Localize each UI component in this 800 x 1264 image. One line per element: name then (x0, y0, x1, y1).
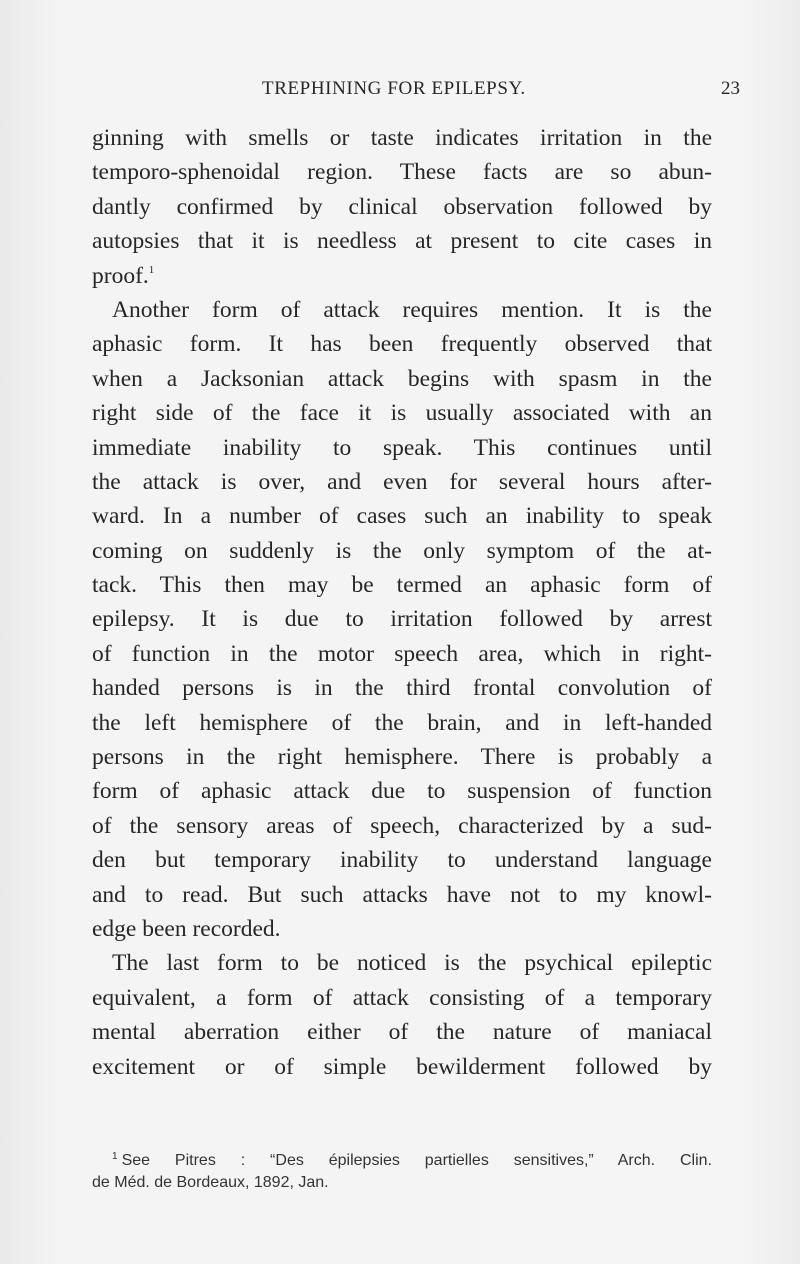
text-line: of the sensory areas of speech, characterized by a sud- (92, 812, 712, 839)
text-line: autopsies that it is needless at present to cite cases in (92, 228, 712, 255)
footnote-line: de Méd. de Bordeaux, 1892, Jan. (92, 1174, 329, 1191)
text-line-with-footnote (92, 259, 712, 293)
text-line: epilepsy. It is due to irritation followed by arrest (92, 606, 712, 633)
footnote-marker: 1 (112, 1151, 118, 1162)
text-line: and to read. But such attacks have not to my knowl- (92, 881, 712, 908)
text-line: temporo-sphenoidal region. These facts are so abun- (92, 159, 712, 186)
text-line: den but temporary inability to understand language (92, 847, 712, 874)
body-text (92, 121, 712, 1084)
text-line: when a Jacksonian attack begins with spasm in the (92, 365, 712, 392)
paragraph-start-line: Another form of attack requires mention. It is the (112, 296, 712, 323)
footnote-line (92, 1150, 712, 1172)
footnote (92, 1150, 712, 1194)
running-head (92, 78, 740, 104)
text-line: the attack is over, and even for several hours after- (92, 468, 712, 495)
text-line: mental aberration either of the nature of maniacal (92, 1019, 712, 1046)
text-line: aphasic form. It has been frequently observed that (92, 331, 712, 358)
running-head-title: TREPHINING FOR EPILEPSY. (262, 78, 526, 99)
text-line: of function in the motor speech area, which in right- (92, 640, 712, 667)
text-line: excitement or of simple bewilderment followed by (92, 1053, 712, 1080)
text-line: edge been recorded. (92, 915, 281, 942)
text-line: persons in the right hemisphere. There is probably a (92, 744, 712, 771)
text-line: dantly confirmed by clinical observation followed by (92, 193, 712, 220)
text-line: proof. (92, 262, 149, 289)
text-line: form of aphasic attack due to suspension of function (92, 778, 712, 805)
text-line: equivalent, a form of attack consisting of a temporary (92, 984, 712, 1011)
text-line: immediate inability to speak. This continues until (92, 434, 712, 461)
text-line: coming on suddenly is the only symptom of the at- (92, 537, 712, 564)
text-line: handed persons is in the third frontal convolution of (92, 675, 712, 702)
text-line: right side of the face it is usually associated with an (92, 400, 712, 427)
text-line: ginning with smells or taste indicates irritation in the (92, 125, 712, 151)
page-number: 23 (721, 78, 740, 99)
text-line: tack. This then may be termed an aphasic form of (92, 572, 712, 599)
footnote-reference: 1 (148, 263, 155, 276)
text-line: ward. In a number of cases such an inability to speak (92, 503, 712, 530)
paragraph-start-line: The last form to be noticed is the psychical epileptic (112, 950, 712, 977)
footnote-text: See Pitres : “Des épilepsies partielles sensitives,” Arch. Clin. (121, 1152, 712, 1169)
text-line: the left hemisphere of the brain, and in left-handed (92, 709, 712, 736)
